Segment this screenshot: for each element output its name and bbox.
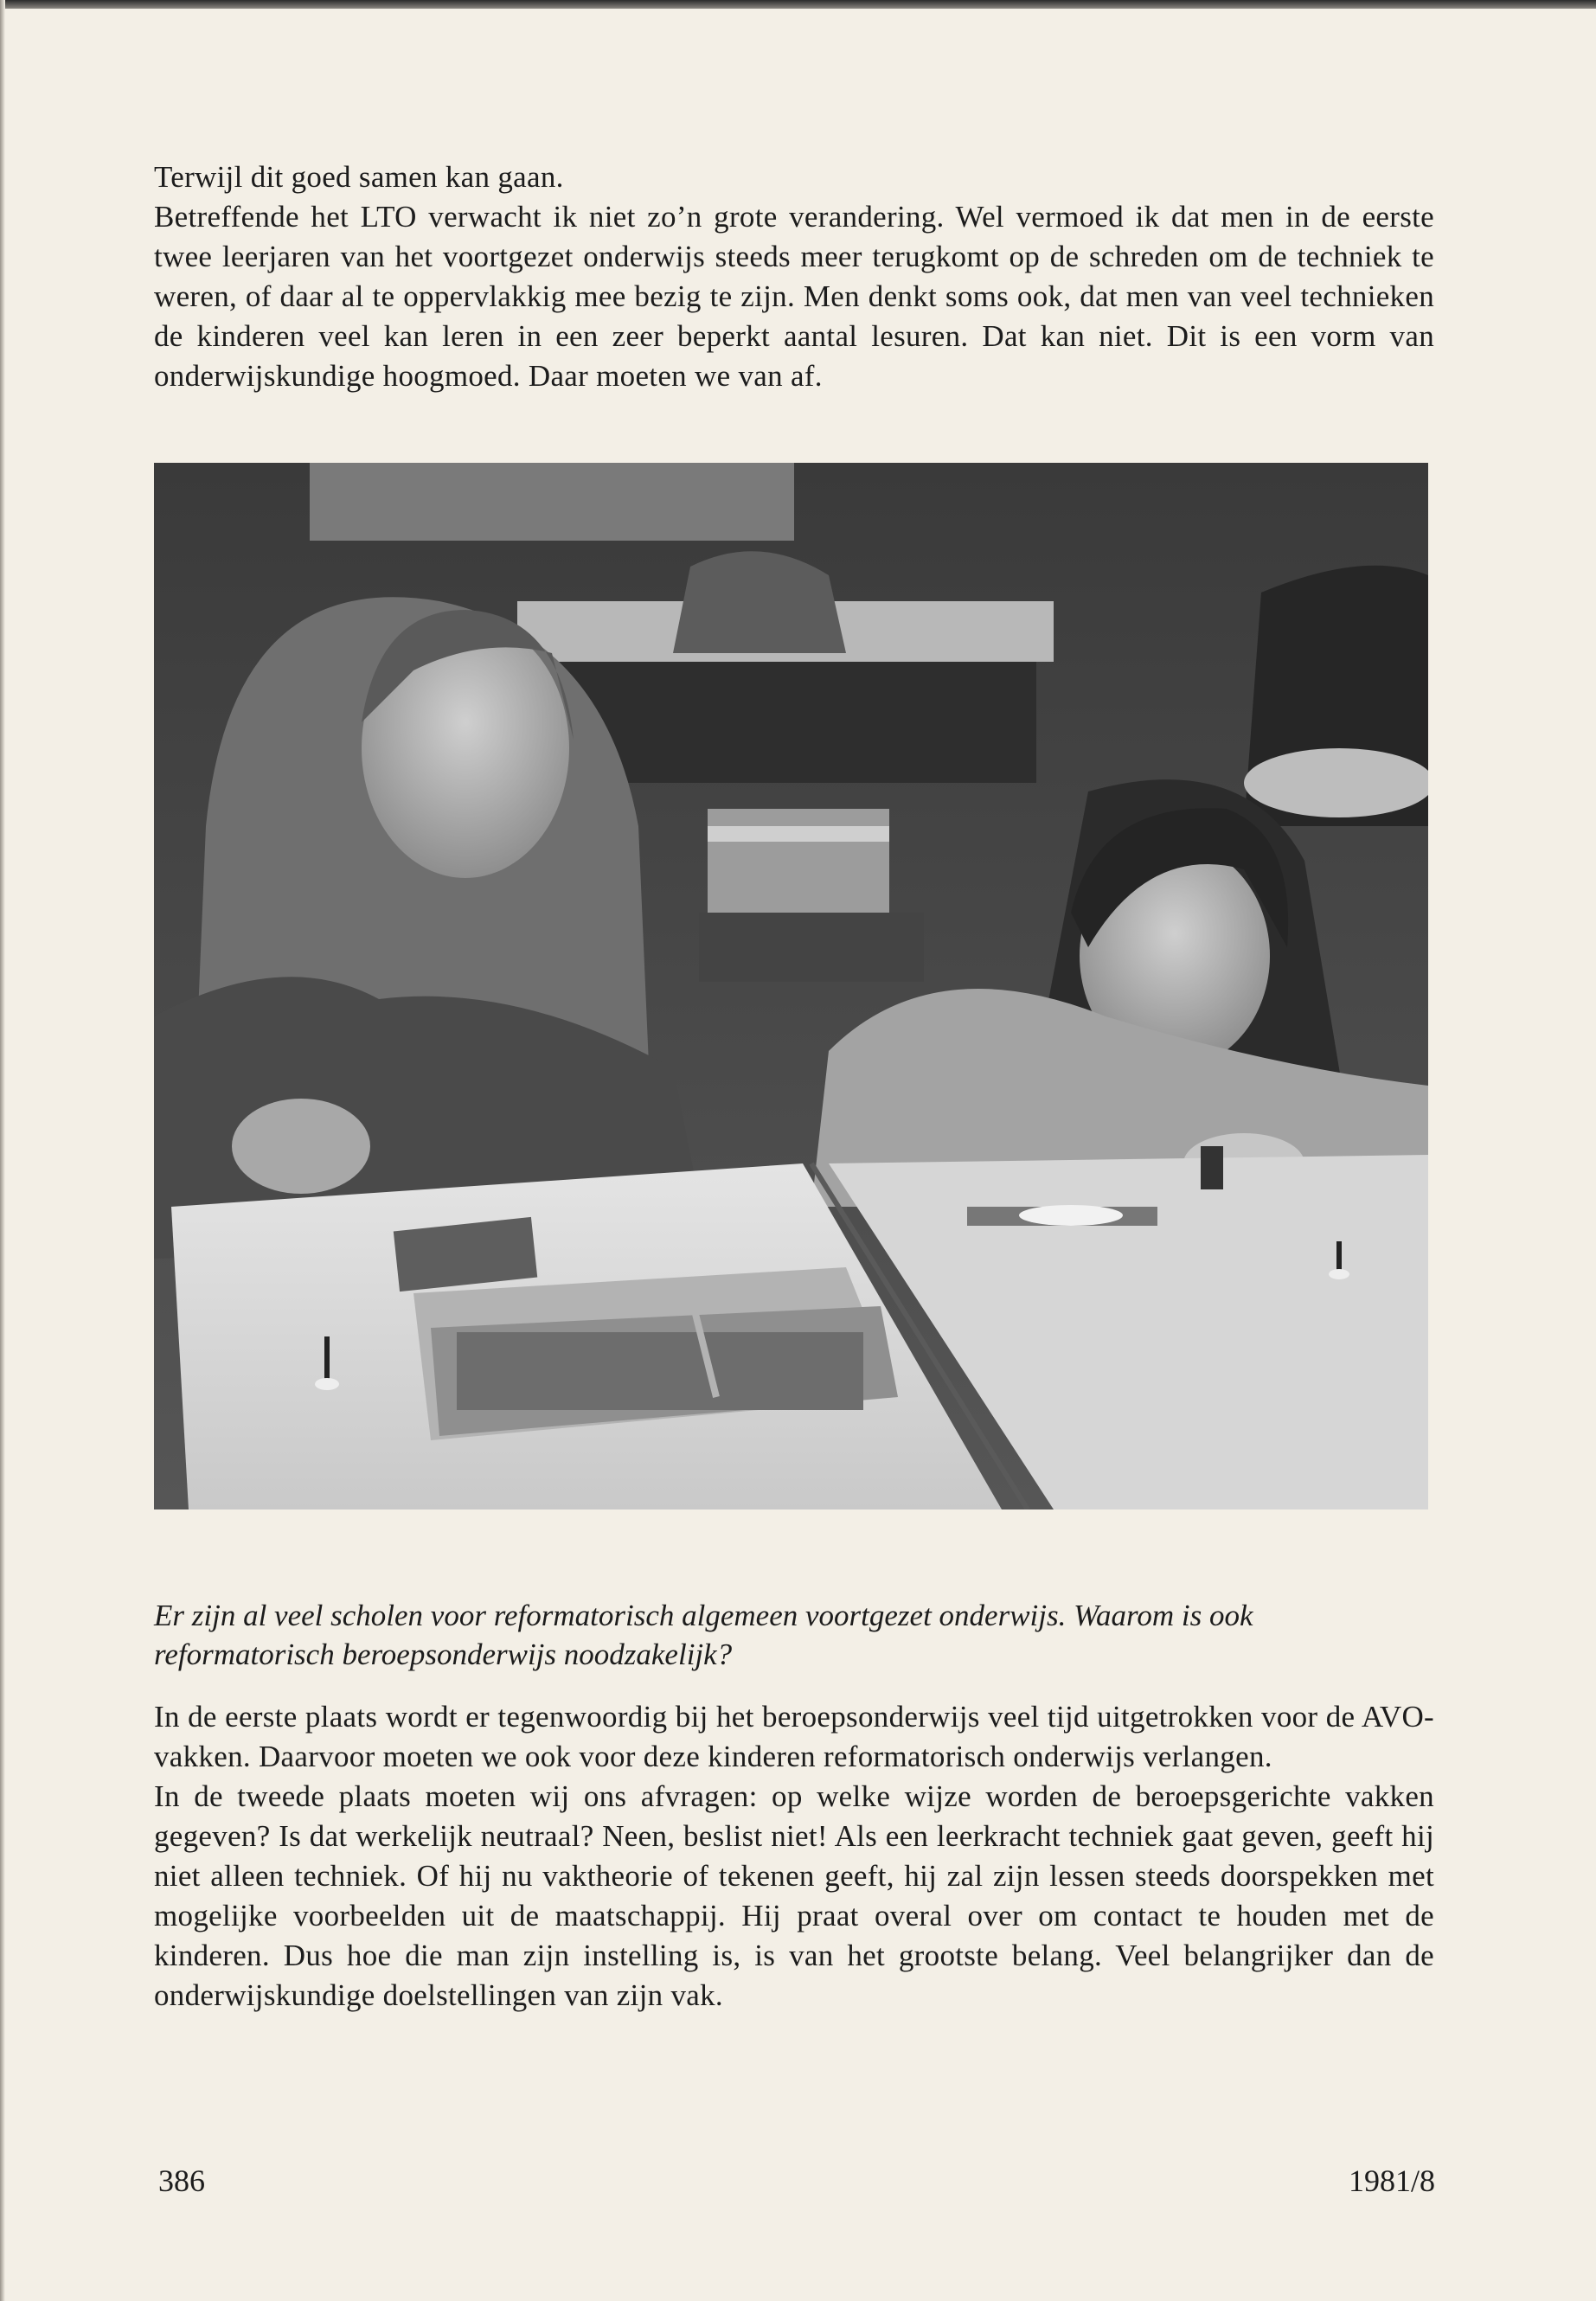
page-number: 386 <box>158 2163 205 2198</box>
classroom-photo-illustration <box>154 463 1428 1509</box>
intro-text <box>154 157 1434 396</box>
issue-number: 1981/8 <box>1348 2163 1435 2198</box>
intro-line-1: Terwijl dit goed samen kan gaan. <box>154 160 564 194</box>
answer-text <box>154 1697 1434 2016</box>
page-top-edge <box>0 0 1596 9</box>
interview-question <box>154 1596 1434 1674</box>
intro-paragraph: Betreffende het LTO verwacht ik niet zo’n grote verandering. Wel vermoed ik dat men in de eerste twee leerjaren van het voortgezet onderwijs steeds meer terugkomt op de schreden om de techniek te weren, of daar al te oppervlakkig mee bezig te zijn. Men denkt soms ook, dat men van veel technieken de kinderen veel kan leren in een zeer beperkt aantal lesuren. Dat kan niet. Dit is een vorm van onderwijskundige hoogmoed. Daar moeten we van af. <box>154 200 1434 393</box>
classroom-photo <box>154 463 1428 1509</box>
answer-paragraph-2: In de tweede plaats moeten wij ons afvragen: op welke wijze worden de beroepsgerichte vakken gegeven? Is dat werkelijk neutraal? Neen, beslist niet! Als een leerkracht techniek gaat geven, geeft hij niet alleen techniek. Of hij nu vaktheorie of tekenen geeft, hij zal zijn lessen steeds doorspekken met mogelijke voorbeelden uit de maatschappij. Hij praat overal over om contact te houden met de kinderen. Dus hoe die man zijn instelling is, is van het grootste belang. Veel belangrijker dan de onderwijskundige doelstellingen van zijn vak. <box>154 1779 1434 2012</box>
page-left-edge <box>0 0 5 2301</box>
answer-paragraph-1: In de eerste plaats wordt er tegenwoordig bij het beroepsonderwijs veel tijd uitgetrokken voor de AVO-vakken. Daarvoor moeten we ook voor deze kinderen reformatorisch onderwijs verlangen. <box>154 1700 1434 1773</box>
question-text: Er zijn al veel scholen voor reformatorisch algemeen voortgezet onderwijs. Waarom is ook reformatorisch beroepsonderwijs noodzakelijk? <box>154 1599 1253 1671</box>
